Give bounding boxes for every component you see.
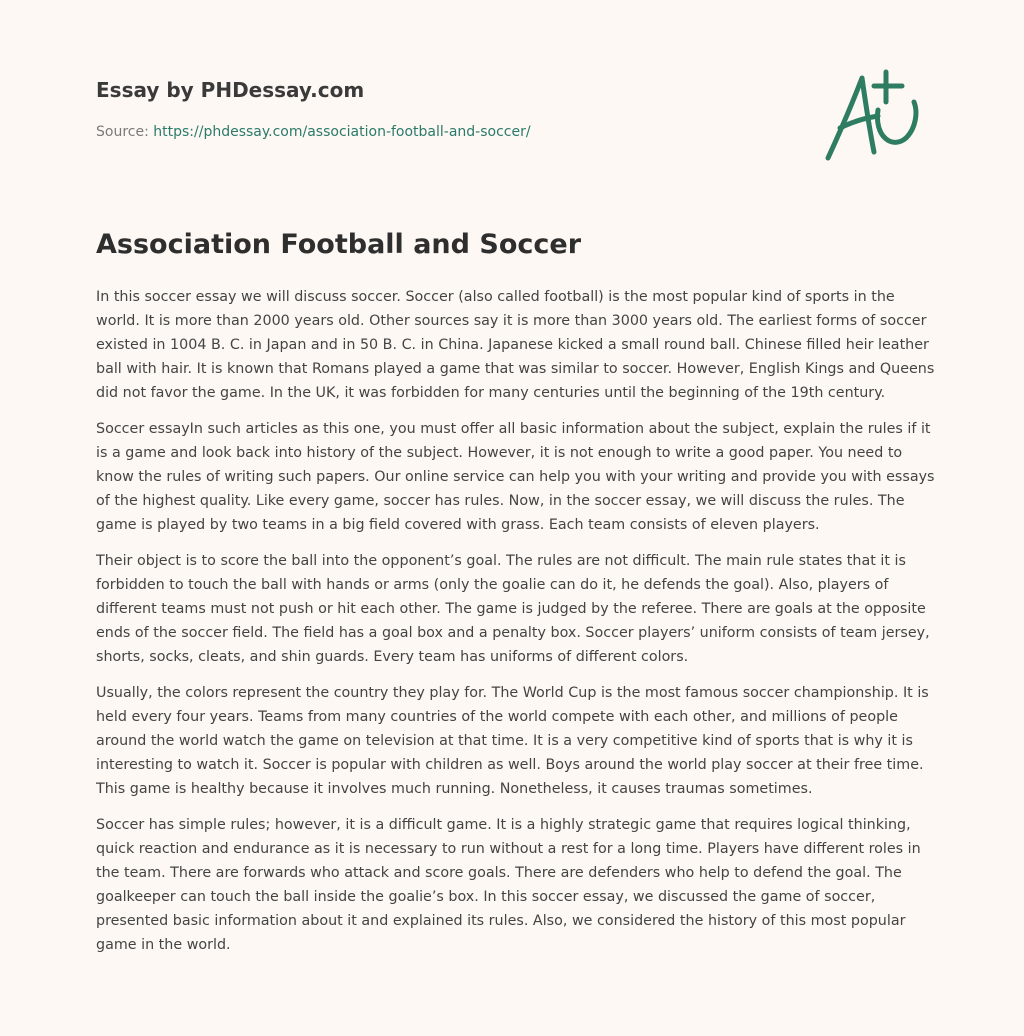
source-label: Source:	[96, 124, 149, 140]
essay-title: Association Football and Soccer	[96, 229, 582, 260]
essay-paragraph: Their object is to score the ball into the opponent’s goal. The rules are not difficult. The main rule states that it is forbidden to touch the ball with hands or arms (only the goalie can do it, he defends the goal). Also, players of different teams must not push or hit each other. The game is judged by the referee. There are goals at the opposite ends of the soccer field. The field has a goal box and a penalty box. Soccer players’ uniform consists of team jersey, shorts, socks, cleats, and shin guards. Every team has uniforms of different colors.	[96, 553, 930, 665]
essay-paragraph: Soccer has simple rules; however, it is a difficult game. It is a highly strategic game that requires logical thinking, quick reaction and endurance as it is necessary to run without a rest for a long time. Players have different roles in the team. There are forwards who attack and score goals. There are defenders who help to defend the goal. The goalkeeper can touch the ball inside the goalie’s box. In this soccer essay, we discussed the game of soccer, presented basic information about it and explained its rules. Also, we considered the history of this most popular game in the world.	[96, 817, 921, 953]
essay-paragraph: In this soccer essay we will discuss soccer. Soccer (also called football) is the most popular kind of sports in the world. It is more than 2000 years old. Other sources say it is more than 3000 years old. The earliest forms of soccer existed in 1004 B. C. in Japan and in 50 B. C. in China. Japanese kicked a small round ball. Chinese filled heir leather ball with hair. It is known that Romans played a game that was similar to soccer. However, English Kings and Queens did not favor the game. In the UK, it was forbidden for many centuries until the beginning of the 19th century.	[96, 289, 935, 401]
essay-paragraph: Soccer essayIn such articles as this one, you must offer all basic information about the subject, explain the rules if it is a game and look back into history of the subject. However, it is not enough to write a good paper. You need to know the rules of writing such papers. Our online service can help you with your writing and provide you with essays of the highest quality. Like every game, soccer has rules. Now, in the soccer essay, we will discuss the rules. The game is played by two teams in a big field covered with grass. Each team consists of eleven players.	[96, 421, 935, 533]
source-line	[96, 122, 796, 142]
site-title: Essay by PHDessay.com	[96, 78, 365, 102]
page-header	[96, 76, 796, 142]
essay-paragraph: Usually, the colors represent the country they play for. The World Cup is the most famous soccer championship. It is held every four years. Teams from many countries of the world compete with each other, and millions of people around the world watch the game on television at that time. It is a very competitive kind of sports that is why it is interesting to watch it. Soccer is popular with children as well. Boys around the world play soccer at their free time. This game is healthy because it involves much running. Nonetheless, it causes traumas sometimes.	[96, 685, 929, 797]
a-plus-logo-icon	[818, 66, 930, 166]
source-link[interactable]: https://phdessay.com/association-football-and-soccer/	[153, 124, 531, 140]
essay-body	[96, 285, 936, 969]
